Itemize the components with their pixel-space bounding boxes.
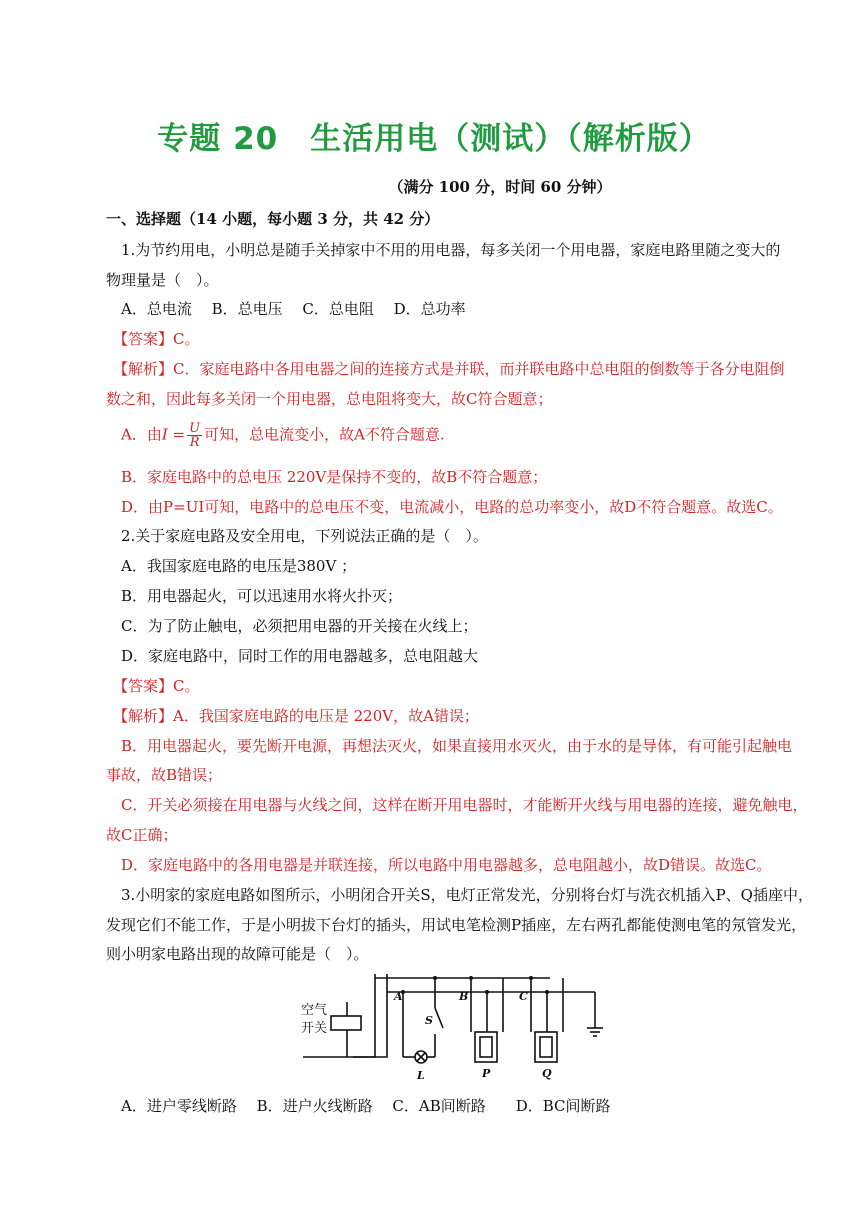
q2-answer: 【答案】C。 — [113, 677, 200, 695]
point-b-label: B — [459, 990, 469, 1003]
lamp-label: L — [417, 1069, 425, 1082]
breaker-label-line1: 空气 — [301, 1003, 328, 1018]
q1-answer: 【答案】C。 — [113, 330, 200, 348]
circuit-diagram — [295, 972, 605, 1087]
socket-q-label: Q — [542, 1067, 552, 1080]
q3-options: A．进户零线断路 B．进户火线断路 C．AB间断路 D．BC间断路 — [121, 1097, 611, 1115]
q3-stem-line3: 则小明家电路出现的故障可能是（ ）。 — [106, 945, 369, 963]
q1-explanation-a-prefix: A．由 — [121, 425, 162, 444]
q2-explanation-c-line1: C．开关必须接在用电器与火线之间，这样在断开用电器时，才能断开火线与用电器的连接，避免触电， — [121, 796, 808, 814]
point-c-label: C — [519, 990, 528, 1003]
q2-explanation-b-line2: 事故，故B错误； — [106, 766, 223, 784]
q1-explanation-a-suffix: 可知，总电流变小，故A不符合题意. — [204, 425, 445, 444]
page-title: 专题 20 生活用电（测试）（解析版） — [157, 121, 711, 157]
q1-stem-line2: 物理量是（ ）。 — [106, 271, 219, 289]
q1-explanation-line1: 【解析】C．家庭电路中各用电器之间的连接方式是并联，而并联电路中总电阻的倒数等于各分电阻倒 — [113, 360, 785, 378]
q2-stem: 2.关于家庭电路及安全用电，下列说法正确的是（ ）。 — [121, 527, 488, 545]
q3-stem-line1: 3.小明家的家庭电路如图所示，小明闭合开关S，电灯正常发光，分别将台灯与洗衣机插入P、Q插座中， — [121, 886, 813, 904]
q1-stem-line1: 1.为节约用电，小明总是随手关掉家中不用的用电器，每多关闭一个用电器，家庭电路里随之变大的 — [121, 241, 781, 259]
fraction-numerator: U — [189, 421, 201, 436]
q2-option-c: C．为了防止触电，必须把用电器的开关接在火线上； — [121, 617, 478, 635]
socket-p-label: P — [482, 1067, 491, 1080]
q2-explanation-line1: 【解析】A．我国家庭电路的电压是 220V，故A错误； — [113, 707, 479, 725]
q1-options: A．总电流 B．总电压 C．总电阻 D．总功率 — [121, 300, 466, 318]
q2-option-d: D．家庭电路中，同时工作的用电器越多，总电阻越大 — [121, 647, 479, 665]
fraction-denominator: R — [189, 435, 200, 450]
q1-explanation-a — [121, 422, 445, 449]
exam-info: （满分 100 分，时间 60 分钟） — [388, 178, 612, 196]
section-heading: 一、选择题（14 小题，每小题 3 分，共 42 分） — [106, 210, 440, 228]
q1-explanation-d: D．由P=UI可知，电路中的总电压不变，电流减小，电路的总功率变小，故D不符合题意。故选C。 — [121, 498, 783, 516]
q1-explanation-line2: 数之和，因此每多关闭一个用电器，总电阻将变大，故C符合题意； — [106, 390, 553, 408]
breaker-label-line2: 开关 — [301, 1021, 328, 1036]
q2-explanation-c-line2: 故C正确； — [106, 826, 178, 844]
fraction — [187, 422, 202, 449]
q2-explanation-b-line1: B．用电器起火，要先断开电源，再想法灭火，如果直接用水灭火，由于水的是导体，有可能引起触电 — [121, 737, 793, 755]
q2-explanation-d: D．家庭电路中的各用电器是并联连接，所以电路中用电器越多，总电阻越小，故D错误。故选C。 — [121, 856, 772, 874]
point-a-label: A — [394, 990, 403, 1003]
q2-option-b: B．用电器起火，可以迅速用水将火扑灭； — [121, 587, 403, 605]
q1-explanation-b: B．家庭电路中的总电压 220V是保持不变的，故B不符合题意； — [121, 468, 548, 486]
q2-option-a: A．我国家庭电路的电压是380V ； — [121, 557, 357, 575]
switch-label: S — [425, 1014, 433, 1027]
formula-lhs: I = — [161, 425, 186, 444]
q3-stem-line2: 发现它们不能工作，于是小明拔下台灯的插头，用试电笔检测P插座，左右两孔都能使测电笔的氖管发光， — [106, 916, 807, 934]
